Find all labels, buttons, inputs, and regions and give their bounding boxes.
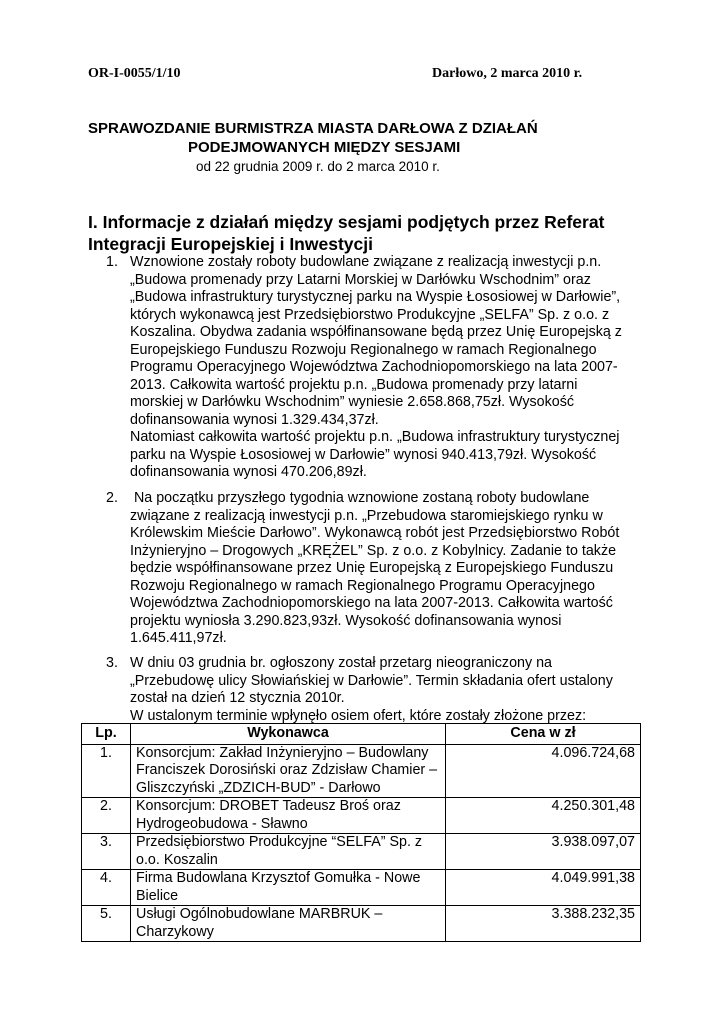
text-line: „Budowa promenady przy Latarni Morskiej w Darłówku Wschodnim” oraz [130,271,591,288]
column-header-contractor: Wykonawca [131,724,446,745]
table-row [82,798,641,834]
offer-price: 4.250.301,48 [446,798,641,834]
text-line: będzie współfinansowane przez Unię Europejską z Europejskiego Funduszu [130,560,614,576]
text-line: 2013. Całkowita wartość projektu p.n. „Budowa promenady przy latarni [130,376,578,393]
item-2 [106,490,620,648]
text-line: Inżynieryjno – Drogowych „KRĘŻEL” Sp. z o.o. z Kobylnicy. Zadanie to także [130,542,617,559]
text-line: związane z realizacją inwestycji p.n. „Przebudowa staromiejskiego rynku w [130,507,603,524]
contractor-name: Przedsiębiorstwo Produkcyjne “SELFA” Sp. z o.o. Koszalin [131,834,446,870]
contractor-name: Usługi Ogólnobudowlane MARBRUK – Charzykowy [131,906,446,942]
contractor-name: Konsorcjum: DROBET Tadeusz Broś oraz Hydrogeobudowa - Sławno [131,798,446,834]
row-number: 4. [82,870,131,906]
row-number: 2. [82,798,131,834]
row-number: 5. [82,906,131,942]
offer-price: 3.388.232,35 [446,906,641,942]
document-reference: OR-I-0055/1/10 [88,66,181,81]
text-line: Europejskiego Funduszu Rozwoju Regionalnego w ramach Regionalnego [130,341,597,358]
section-heading [88,211,648,255]
text-line: Rozwoju Regionalnego w ramach Regionalnego Programu Operacyjnego [130,577,595,594]
section-heading-line-2: Integracji Europejskiej i Inwestycji [88,234,373,254]
title-line-2: PODEJMOWANYCH MIĘDZY SESJAMI [188,139,461,156]
table-row [82,906,641,942]
text-line: Województwa Zachodniopomorskiego na lata 2007-2013. Całkowita wartość [130,595,613,611]
item-number: 2. [106,490,118,506]
report-title [88,119,538,157]
table-row [82,834,641,870]
place-date: Darłowo, 2 marca 2010 r. [432,66,583,81]
item-number: 3. [106,655,118,671]
text-line: W dniu 03 grudnia br. ogłoszony został przetarg nieograniczony na [130,655,553,671]
row-number: 1. [82,744,131,798]
text-line: dofinansowania wynosi 1.329.434,37zł. [130,411,379,428]
text-line: projektu wyniosła 3.290.823,93zł. Wysokość dofinansowania wynosi [130,612,562,629]
section-heading-line-1: I. Informacje z działań między sesjami podjętych przez Referat [88,212,605,232]
table-row [82,870,641,906]
text-line: został na dzień 12 stycznia 2010r. [130,690,345,706]
contractor-name: Konsorcjum: Zakład Inżynieryjno – Budowlany Franciszek Dorosiński oraz Zdzisław Chamier – Gliszczyński „ZDZICH-BUD” - Darłowo [131,744,446,798]
title-line-1: SPRAWOZDANIE BURMISTRZA MIASTA DARŁOWA Z DZIAŁAŃ [88,120,538,137]
item-number: 1. [106,254,118,270]
text-line: Na początku przyszłego tygodnia wznowione zostaną roboty budowlane [130,490,590,506]
contractor-name: Firma Budowlana Krzysztof Gomułka - Nowe Bielice [131,870,446,906]
text-line: Programu Operacyjnego Województwa Zachodniopomorskiego na lata 2007- [130,359,618,375]
text-line: 1.645.411,97zł. [130,630,227,646]
text-line: „Przebudowę ulicy Słowiańskiej w Darłowie”. Termin składania ofert ustalony [130,672,613,689]
offer-price: 4.049.991,38 [446,870,641,906]
offers-table [81,723,641,942]
text-line: Królewskim Mieście Darłowo”. Wykonawcą robót jest Przedsiębiorstwo Robót [130,525,620,541]
table-header-row [82,724,641,745]
text-line: parku na Wyspie Łososiowej w Darłowie” wynosi 940.413,79zł. Wysokość [130,446,597,463]
column-header-price: Cena w zł [446,724,641,745]
item-1 [106,254,622,482]
table-row [82,744,641,798]
column-header-lp: Lp. [82,724,131,745]
text-line: Natomiast całkowita wartość projektu p.n. „Budowa infrastruktury turystycznej [130,429,620,445]
row-number: 3. [82,834,131,870]
text-line: Wznowione zostały roboty budowlane związane z realizacją inwestycji p.n. [130,254,602,270]
text-line: W ustalonym terminie wpłynęło osiem ofert, które zostały złożone przez: [130,707,587,724]
text-line: dofinansowania wynosi 470.206,89zł. [130,464,367,480]
text-line: „Budowa infrastruktury turystycznej parku na Wyspie Łososiowej w Darłowie”, [130,289,621,305]
item-3 [106,655,613,725]
offer-price: 4.096.724,68 [446,744,641,798]
report-period: od 22 grudnia 2009 r. do 2 marca 2010 r. [196,159,440,174]
text-line: Koszalina. Obydwa zadania współfinansowane będą przez Unię Europejską z [130,324,622,340]
text-line: morskiej w Darłówku Wschodnim” wyniesie 2.658.868,75zł. Wysokość [130,394,575,410]
offer-price: 3.938.097,07 [446,834,641,870]
text-line: których wykonawcą jest Przedsiębiorstwo Produkcyjne „SELFA” Sp. z o.o. z [130,306,610,323]
